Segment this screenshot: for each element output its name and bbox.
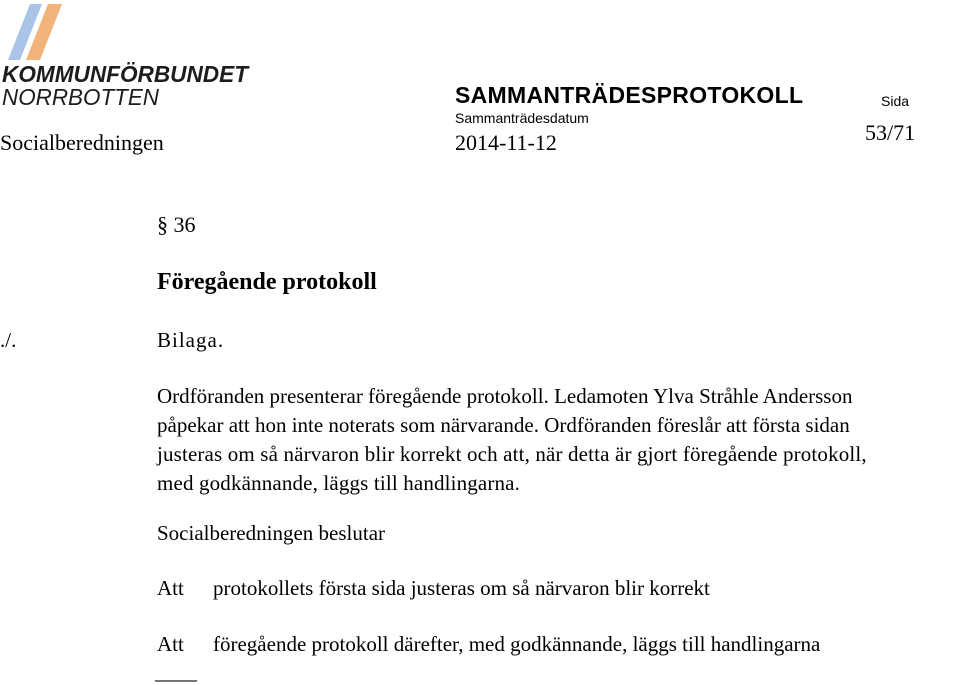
logo-wordmark: [0, 60, 250, 108]
decision-label: Att: [157, 632, 184, 656]
page-number: 53/71: [865, 120, 916, 145]
body-line: Ordföranden presenterar föregående protokoll. Ledamoten Ylva Stråhle Andersson: [157, 384, 853, 408]
document-type-title: SAMMANTRÄDESPROTOKOLL: [455, 82, 804, 108]
logo-stripes-icon: [0, 0, 70, 64]
logo-line1: KOMMUNFÖRBUNDET: [2, 61, 250, 87]
margin-note: ./.: [0, 328, 17, 352]
trailing-rule: ____: [155, 660, 197, 684]
body-paragraph: [157, 382, 957, 498]
date-label: Sammanträdesdatum: [455, 110, 589, 126]
logo-line2: NORRBOTTEN: [2, 84, 160, 108]
decision-intro: Socialberedningen beslutar: [157, 521, 386, 545]
section-heading: Föregående protokoll: [157, 269, 377, 295]
paragraph-number: § 36: [157, 212, 196, 237]
decision-label: Att: [157, 576, 184, 600]
decision-text: föregående protokoll därefter, med godkännande, läggs till handlingarna: [213, 632, 821, 656]
body-line: med godkännande, läggs till handlingarna.: [157, 471, 521, 495]
decision-text: protokollets första sida justeras om så närvaron blir korrekt: [213, 576, 710, 600]
meeting-date: 2014-11-12: [455, 130, 557, 155]
attachment-note: Bilaga.: [157, 328, 225, 352]
body-line: påpekar att hon inte noterats som närvarande. Ordföranden föreslår att första sidan: [157, 413, 850, 437]
committee-name: Socialberedningen: [0, 130, 164, 155]
page-label: Sida: [881, 93, 910, 109]
body-line: justeras om så närvaron blir korrekt och att, när detta är gjort föregående protokoll,: [157, 442, 867, 466]
